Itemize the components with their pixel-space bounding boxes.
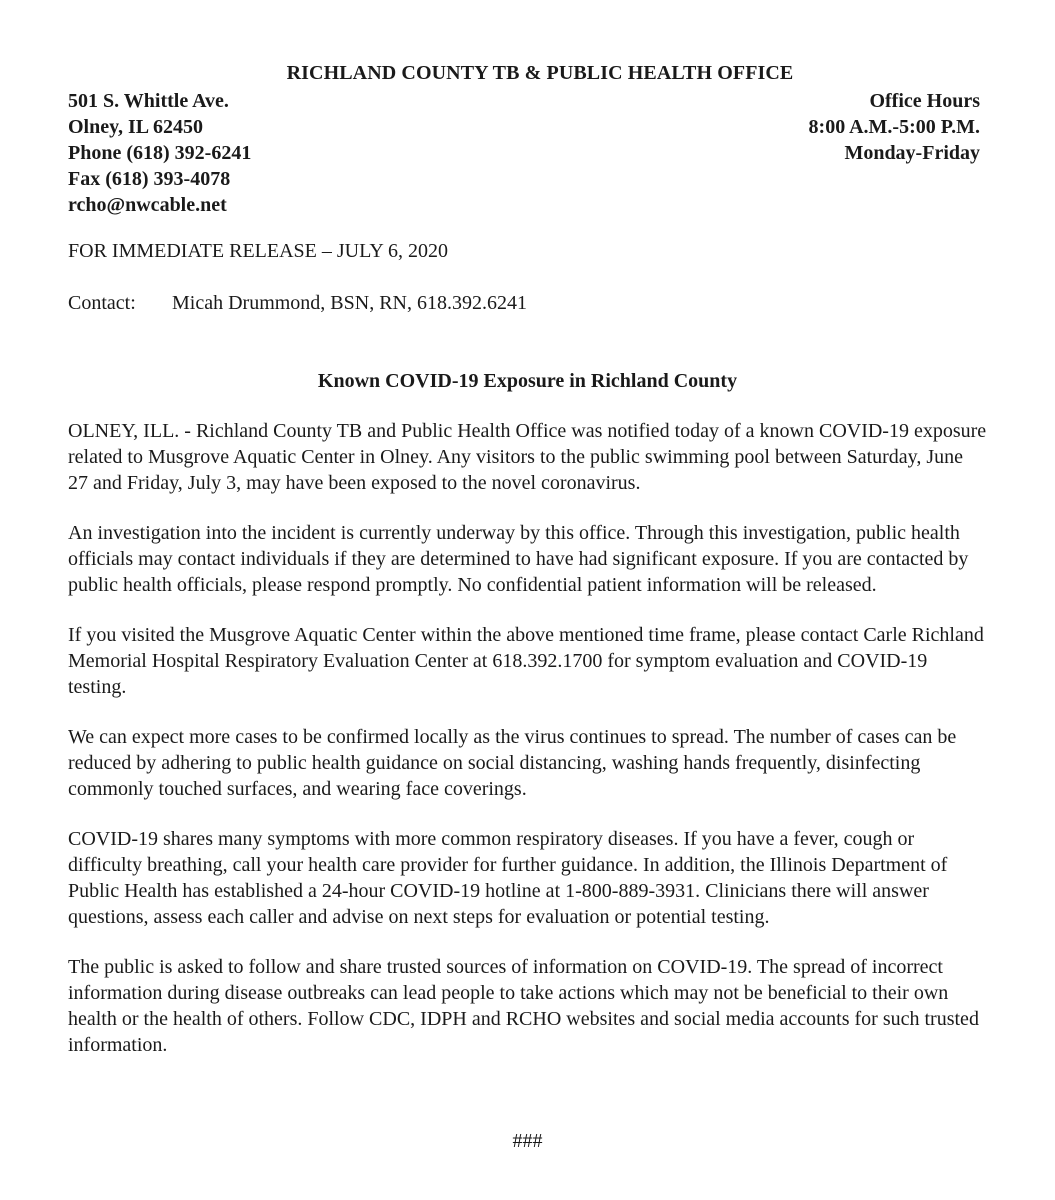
address-street: 501 S. Whittle Ave. [68, 90, 229, 112]
address-block [68, 88, 251, 218]
address-phone: Phone (618) 392-6241 [68, 142, 252, 164]
paragraph-trusted-sources: The public is asked to follow and share trusted sources of information on COVID-19. The spread of incorrect information during disease outbreaks can lead people to take actions which may not be beneficial to their own health or the health of others. Follow CDC, IDPH and RCHO websites and social media accounts for such trusted information. [68, 956, 979, 1056]
office-hours-time: 8:00 A.M.-5:00 P.M. [808, 116, 980, 138]
address-email: rcho@nwcable.net [68, 194, 227, 216]
paragraph-prevention: We can expect more cases to be confirmed locally as the virus continues to spread. The number of cases can be reduced by adhering to public health guidance on social distancing, washing hands frequently, disinfecting commonly touched surfaces, and wearing face coverings. [68, 726, 957, 800]
paragraph-symptoms: COVID-19 shares many symptoms with more common respiratory diseases. If you have a fever, cough or difficulty breathing, call your health care provider for further guidance. In addition, the Illinois Department of Public Health has established a 24-hour COVID-19 hotline at 1-800-889-3931. Clinicians there will answer questions, assess each caller and advise on next steps for evaluation or potential testing. [68, 828, 948, 928]
office-hours-days: Monday-Friday [844, 142, 980, 164]
paragraph-testing: If you visited the Musgrove Aquatic Center within the above mentioned time frame, please contact Carle Richland Memorial Hospital Respiratory Evaluation Center at 618.392.1700 for symptom evaluation and COVID-19 testing. [68, 624, 984, 698]
organization-name: RICHLAND COUNTY TB & PUBLIC HEALTH OFFICE [286, 62, 794, 84]
office-hours-block [809, 88, 980, 166]
office-hours-title: Office Hours [869, 90, 980, 112]
release-date-line: FOR IMMEDIATE RELEASE – JULY 6, 2020 [68, 240, 449, 262]
body-text [68, 418, 988, 1082]
address-fax: Fax (618) 393-4078 [68, 168, 231, 190]
paragraph-exposure: OLNEY, ILL. - Richland County TB and Public Health Office was notified today of a known COVID-19 exposure related to Musgrove Aquatic Center in Olney. Any visitors to the public swimming pool between Saturday, June 27 and Friday, July 3, may have been exposed to the novel coronavirus. [68, 420, 987, 494]
paragraph-investigation: An investigation into the incident is currently underway by this office. Through this investigation, public health officials may contact individuals if they are determined to have had significant exposure. If you are contacted by public health officials, please respond promptly. No confidential patient information will be released. [68, 522, 969, 596]
headline: Known COVID-19 Exposure in Richland County [317, 370, 738, 392]
contact-value: Micah Drummond, BSN, RN, 618.392.6241 [172, 292, 527, 314]
address-city: Olney, IL 62450 [68, 116, 204, 138]
contact-line [68, 292, 527, 315]
contact-label: Contact: [68, 292, 136, 314]
end-mark: ### [512, 1130, 543, 1152]
